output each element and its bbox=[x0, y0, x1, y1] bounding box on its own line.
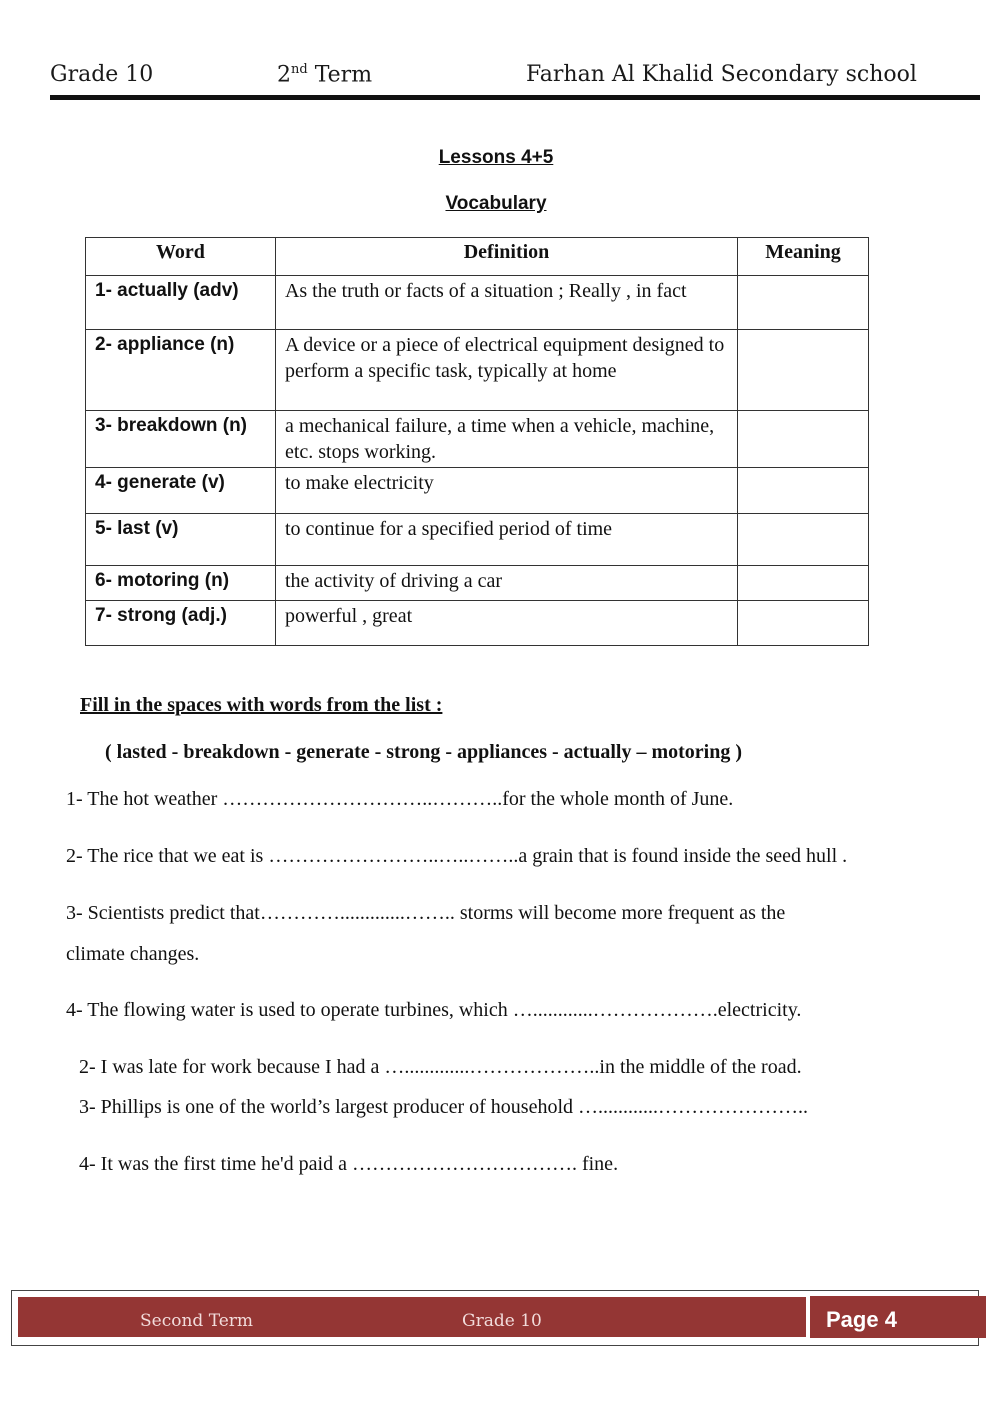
table-header-row bbox=[86, 238, 869, 276]
exercise-sentence: 3- Scientists predict that………….............…….. storms will become more frequent as the bbox=[66, 902, 786, 924]
exercise-sentence-continued: climate changes. bbox=[66, 943, 200, 965]
table-row bbox=[86, 514, 869, 566]
table-row bbox=[86, 468, 869, 514]
vocab-word: 2- appliance (n) bbox=[86, 330, 276, 411]
vocab-word: 6- motoring (n) bbox=[86, 566, 276, 601]
page-number-box bbox=[806, 1296, 986, 1338]
table-row bbox=[86, 601, 869, 646]
vocabulary-title: Vocabulary bbox=[445, 193, 547, 214]
column-header-word: Word bbox=[86, 238, 276, 276]
vocab-definition: powerful , great bbox=[275, 601, 737, 646]
exercise-sentence: 2- The rice that we eat is ……………………..…..……..a grain that is found inside the seed hull . bbox=[66, 845, 848, 867]
header-grade: Grade 10 bbox=[50, 62, 154, 87]
vocab-word: 5- last (v) bbox=[86, 514, 276, 566]
table-row bbox=[86, 276, 869, 330]
vocab-definition: A device or a piece of electrical equipment designed to perform a specific task, typically at home bbox=[275, 330, 737, 411]
word-list: ( lasted - breakdown - generate - strong - appliances - actually – motoring ) bbox=[105, 741, 742, 763]
vocab-word: 4- generate (v) bbox=[86, 468, 276, 514]
table-row bbox=[86, 330, 869, 411]
page-footer bbox=[11, 1290, 979, 1346]
vocab-definition: a mechanical failure, a time when a vehicle, machine, etc. stops working. bbox=[275, 411, 737, 468]
footer-grade: Grade 10 bbox=[462, 1311, 542, 1331]
vocabulary-table bbox=[85, 237, 869, 646]
column-header-definition: Definition bbox=[275, 238, 737, 276]
vocab-meaning-cell[interactable] bbox=[738, 601, 869, 646]
exercise-sentence: 1- The hot weather …………………………..………..for the whole month of June. bbox=[66, 788, 734, 810]
lessons-title: Lessons 4+5 bbox=[438, 147, 554, 168]
vocab-word: 1- actually (adv) bbox=[86, 276, 276, 330]
vocab-meaning-cell[interactable] bbox=[738, 468, 869, 514]
vocab-definition: the activity of driving a car bbox=[275, 566, 737, 601]
exercise-sentence: 2- I was late for work because I had a ….............………………..in the middle of the road. bbox=[79, 1056, 802, 1078]
vocab-definition: As the truth or facts of a situation ; Really , in fact bbox=[275, 276, 737, 330]
exercise-title: Fill in the spaces with words from the list : bbox=[80, 694, 443, 716]
page-header bbox=[50, 62, 980, 94]
vocab-meaning-cell[interactable] bbox=[738, 411, 869, 468]
vocab-word: 3- breakdown (n) bbox=[86, 411, 276, 468]
vocab-meaning-cell[interactable] bbox=[738, 276, 869, 330]
footer-term: Second Term bbox=[140, 1311, 254, 1331]
header-term: 2nd Term bbox=[277, 62, 373, 88]
page-number: Page 4 bbox=[826, 1307, 897, 1332]
exercise-sentence: 3- Phillips is one of the world’s largest producer of household …............………………….. bbox=[79, 1096, 809, 1118]
header-school: Farhan Al Khalid Secondary school bbox=[526, 62, 917, 87]
vocab-word: 7- strong (adj.) bbox=[86, 601, 276, 646]
vocab-definition: to make electricity bbox=[275, 468, 737, 514]
exercise-sentence: 4- The flowing water is used to operate turbines, which …............……………….electricity. bbox=[66, 999, 802, 1021]
table-row bbox=[86, 566, 869, 601]
vocab-meaning-cell[interactable] bbox=[738, 330, 869, 411]
table-row bbox=[86, 411, 869, 468]
vocab-definition: to continue for a specified period of time bbox=[275, 514, 737, 566]
vocab-meaning-cell[interactable] bbox=[738, 566, 869, 601]
header-divider bbox=[50, 95, 980, 100]
column-header-meaning: Meaning bbox=[738, 238, 869, 276]
exercise-sentence: 4- It was the first time he'd paid a ……………………………. fine. bbox=[79, 1153, 619, 1175]
vocab-meaning-cell[interactable] bbox=[738, 514, 869, 566]
